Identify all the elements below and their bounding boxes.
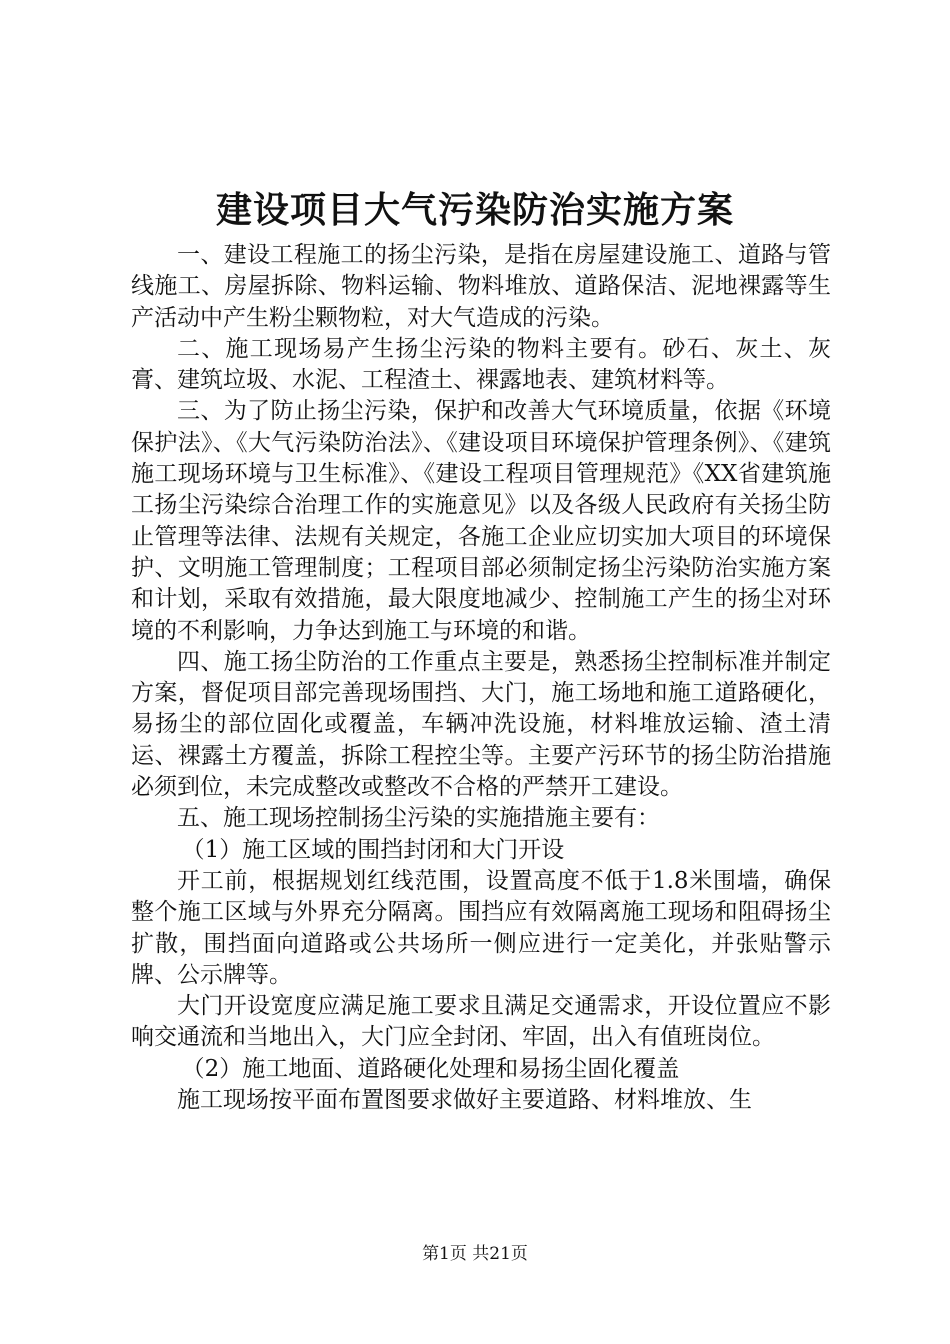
page-footer: 第1页 共21页 — [422, 1244, 528, 1264]
document-body — [131, 240, 831, 1116]
subheading-1: （1）施工区域的围挡封闭和大门开设 — [181, 836, 565, 863]
paragraph-1: 一、建设工程施工的扬尘污染，是指在房屋建设施工、道路与管线施工、房屋拆除、物料运输、物料堆放、道路保洁、泥地裸露等生产活动中产生粉尘颗物粒，对大气造成的污染。 — [131, 242, 831, 331]
paragraph-3: 三、为了防止扬尘污染，保护和改善大气环境质量，依据《环境保护法》、《大气污染防治法》、《建设项目环境保护管理条例》、《建筑施工现场环境与卫生标准》、《建设工程项目管理规范》《XX省建筑施工扬尘污染综合治理工作的实施意见》以及各级人民政府有关扬尘防止管理等法律、法规有关规定，各施工企业应切实加大项目的环境保护、文明施工管理制度；工程项目部必须制定扬尘污染防治实施方案和计划，采取有效措施，最大限度地减少、控制施工产生的扬尘对环境的不利影响，力争达到施工与环境的和谐。 — [131, 398, 831, 644]
paragraph-8: 施工现场按平面布置图要求做好主要道路、材料堆放、生 — [177, 1087, 752, 1114]
paragraph-7: 大门开设宽度应满足施工要求且满足交通需求，开设位置应不影响交通流和当地出入，大门应全封闭、牢固，出入有值班岗位。 — [131, 993, 831, 1051]
subheading-2: （2）施工地面、道路硬化处理和易扬尘固化覆盖 — [181, 1055, 680, 1082]
document-title: 建设项目大气污染防治实施方案 — [215, 189, 734, 231]
paragraph-6: 开工前，根据规划红线范围，设置高度不低于1.8米围墙，确保整个施工区域与外界充分隔离。围挡应有效隔离施工现场和阻碍扬尘扩散，围挡面向道路或公共场所一侧应进行一定美化，并张贴警示牌、公示牌等。 — [131, 867, 831, 988]
paragraph-4: 四、施工扬尘防治的工作重点主要是，熟悉扬尘控制标准并制定方案，督促项目部完善现场围挡、大门，施工场地和施工道路硬化，易扬尘的部位固化或覆盖，车辆冲洗设施，材料堆放运输、渣土清运、裸露土方覆盖，拆除工程控尘等。主要产污环节的扬尘防治措施必须到位，未完成整改或整改不合格的严禁开工建设。 — [131, 648, 831, 801]
paragraph-2: 二、施工现场易产生扬尘污染的物料主要有。砂石、灰土、灰膏、建筑垃圾、水泥、工程渣土、裸露地表、建筑材料等。 — [131, 335, 831, 394]
paragraph-5: 五、施工现场控制扬尘污染的实施措施主要有： — [177, 805, 660, 832]
